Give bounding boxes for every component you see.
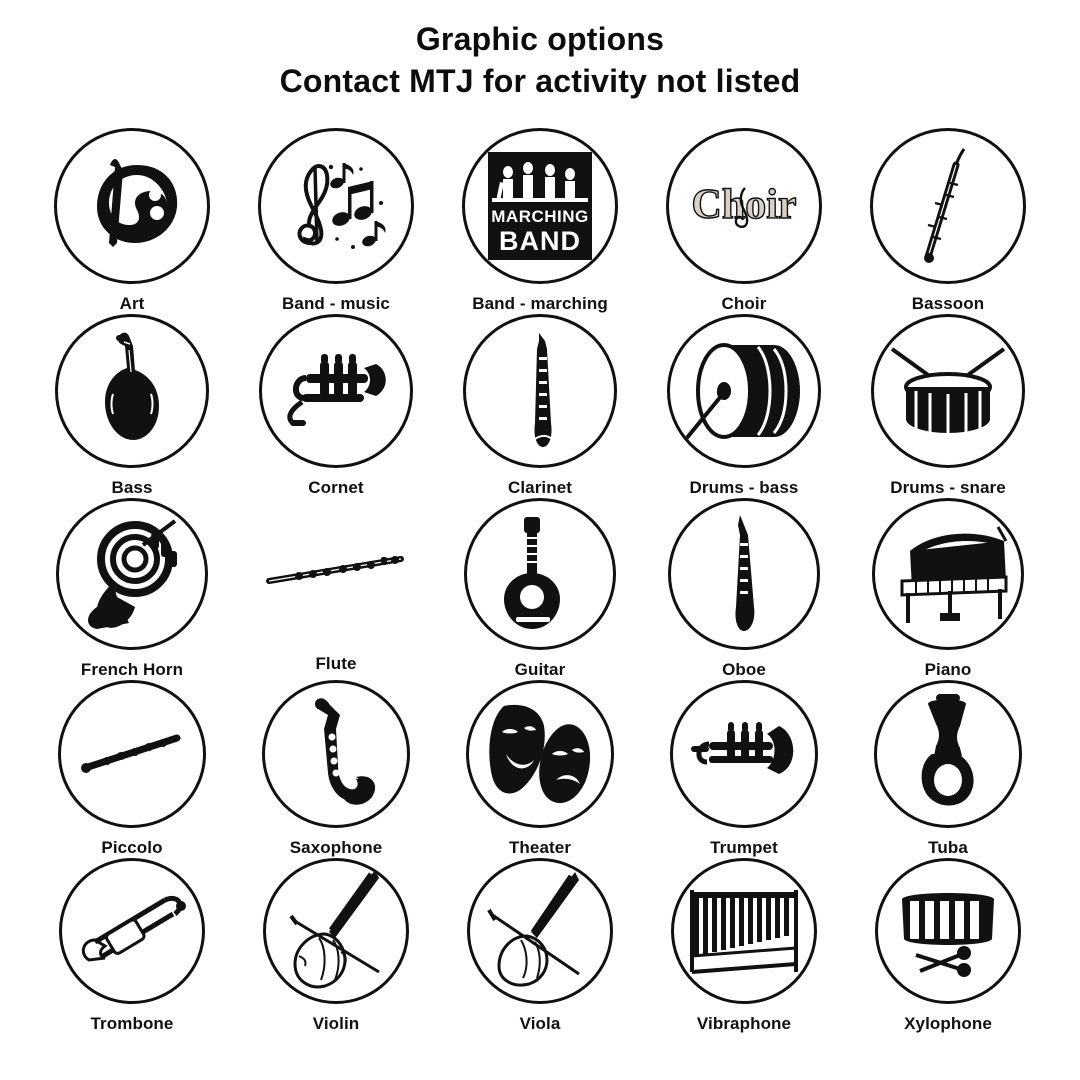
theater-badge[interactable]	[466, 680, 614, 828]
option-piano[interactable]	[846, 498, 1050, 680]
violin-badge[interactable]	[263, 858, 409, 1004]
palette-brush-icon	[77, 151, 187, 261]
graphic-options-grid	[30, 128, 1050, 1034]
trombone-icon	[69, 884, 195, 978]
piccolo-icon	[73, 722, 191, 786]
option-saxophone[interactable]	[234, 680, 438, 858]
french-horn-badge[interactable]	[56, 498, 208, 650]
option-cornet[interactable]	[234, 314, 438, 498]
page-header	[30, 18, 1050, 102]
option-bass[interactable]	[30, 314, 234, 498]
option-label: French Horn	[80, 660, 184, 680]
option-label: Piccolo	[101, 838, 163, 858]
clarinet-badge[interactable]	[463, 314, 617, 468]
option-label: Viola	[519, 1014, 561, 1034]
option-label: Tuba	[928, 838, 968, 858]
bass-badge[interactable]	[55, 314, 209, 468]
option-label: Bass	[111, 478, 153, 498]
viola-icon	[479, 868, 601, 994]
bassoon-badge[interactable]	[870, 128, 1026, 284]
option-label: Saxophone	[289, 838, 383, 858]
flute-icon	[263, 541, 409, 601]
trumpet-badge[interactable]	[670, 680, 818, 828]
band-music-badge[interactable]	[258, 128, 414, 284]
grand-piano-icon	[880, 515, 1016, 633]
option-choir[interactable]	[642, 128, 846, 314]
option-theater[interactable]	[438, 680, 642, 858]
option-label: Choir	[721, 294, 767, 314]
oboe-icon	[698, 511, 790, 637]
option-piccolo[interactable]	[30, 680, 234, 858]
cornet-icon	[272, 348, 400, 434]
page-subtitle: Contact MTJ for activity not listed	[279, 63, 801, 100]
piccolo-badge[interactable]	[58, 680, 206, 828]
saxophone-badge[interactable]	[262, 680, 410, 828]
choir-text-icon	[679, 166, 809, 246]
bass-drum-icon	[678, 335, 810, 447]
bass-drum-badge[interactable]	[667, 314, 821, 468]
option-bassoon[interactable]	[846, 128, 1050, 314]
option-label: Vibraphone	[696, 1014, 792, 1034]
choir-badge[interactable]	[666, 128, 822, 284]
xylophone-icon	[886, 877, 1010, 985]
clarinet-icon	[495, 327, 585, 455]
option-label: Trumpet	[710, 838, 778, 858]
marching-text: MARCHING	[491, 207, 589, 227]
choir-word: Choir	[691, 182, 797, 229]
trombone-badge[interactable]	[59, 858, 205, 1004]
option-label: Drums - bass	[689, 478, 799, 498]
option-vibraphone[interactable]	[642, 858, 846, 1034]
snare-drum-icon	[880, 331, 1016, 451]
guitar-badge[interactable]	[464, 498, 616, 650]
page-title: Graphic options	[415, 21, 665, 57]
french-horn-icon	[69, 511, 195, 637]
option-label: Theater	[508, 838, 572, 858]
option-clarinet[interactable]	[438, 314, 642, 498]
option-label: Bassoon	[911, 294, 985, 314]
option-label: Clarinet	[507, 478, 573, 498]
oboe-badge[interactable]	[668, 498, 820, 650]
option-band-music[interactable]	[234, 128, 438, 314]
option-label: Oboe	[722, 660, 766, 680]
option-oboe[interactable]	[642, 498, 846, 680]
snare-drum-badge[interactable]	[871, 314, 1025, 468]
option-label: Xylophone	[904, 1014, 992, 1034]
theater-masks-icon	[478, 692, 602, 816]
option-label: Band - marching	[472, 294, 608, 314]
option-band-marching[interactable]	[438, 128, 642, 314]
option-xylophone[interactable]	[846, 858, 1050, 1034]
option-label: Cornet	[308, 478, 364, 498]
vibraphone-badge[interactable]	[671, 858, 817, 1004]
art-badge[interactable]	[54, 128, 210, 284]
option-flute[interactable]	[234, 498, 438, 680]
saxophone-icon	[284, 693, 388, 815]
guitar-icon	[482, 511, 598, 637]
bassoon-icon	[888, 141, 1008, 271]
piano-badge[interactable]	[872, 498, 1024, 650]
xylophone-badge[interactable]	[875, 858, 1021, 1004]
band-text: BAND	[499, 226, 581, 257]
option-label: Piano	[924, 660, 972, 680]
option-art[interactable]	[30, 128, 234, 314]
violin-icon	[275, 868, 397, 994]
cornet-badge[interactable]	[259, 314, 413, 468]
double-bass-icon	[77, 328, 187, 454]
option-violin[interactable]	[234, 858, 438, 1034]
option-trumpet[interactable]	[642, 680, 846, 858]
tuba-badge[interactable]	[874, 680, 1022, 828]
band-marching-badge[interactable]	[462, 128, 618, 284]
option-label: Violin	[312, 1014, 360, 1034]
option-tuba[interactable]	[846, 680, 1050, 858]
option-trombone[interactable]	[30, 858, 234, 1034]
vibraphone-icon	[680, 876, 808, 986]
trumpet-icon	[681, 712, 807, 796]
option-drums-snare[interactable]	[846, 314, 1050, 498]
flute-badge[interactable]	[263, 498, 409, 644]
tuba-icon	[900, 692, 996, 816]
marching-band-text-icon	[466, 132, 614, 280]
option-drums-bass[interactable]	[642, 314, 846, 498]
option-label: Art	[119, 294, 145, 314]
option-guitar[interactable]	[438, 498, 642, 680]
option-label: Band - music	[282, 294, 390, 314]
option-viola[interactable]	[438, 858, 642, 1034]
viola-badge[interactable]	[467, 858, 613, 1004]
option-label: Guitar	[514, 660, 566, 680]
option-label: Trombone	[90, 1014, 174, 1034]
treble-clef-notes-icon	[277, 147, 395, 265]
option-label: Drums - snare	[890, 478, 1006, 498]
option-french-horn[interactable]	[30, 498, 234, 680]
option-label: Flute	[315, 654, 357, 674]
